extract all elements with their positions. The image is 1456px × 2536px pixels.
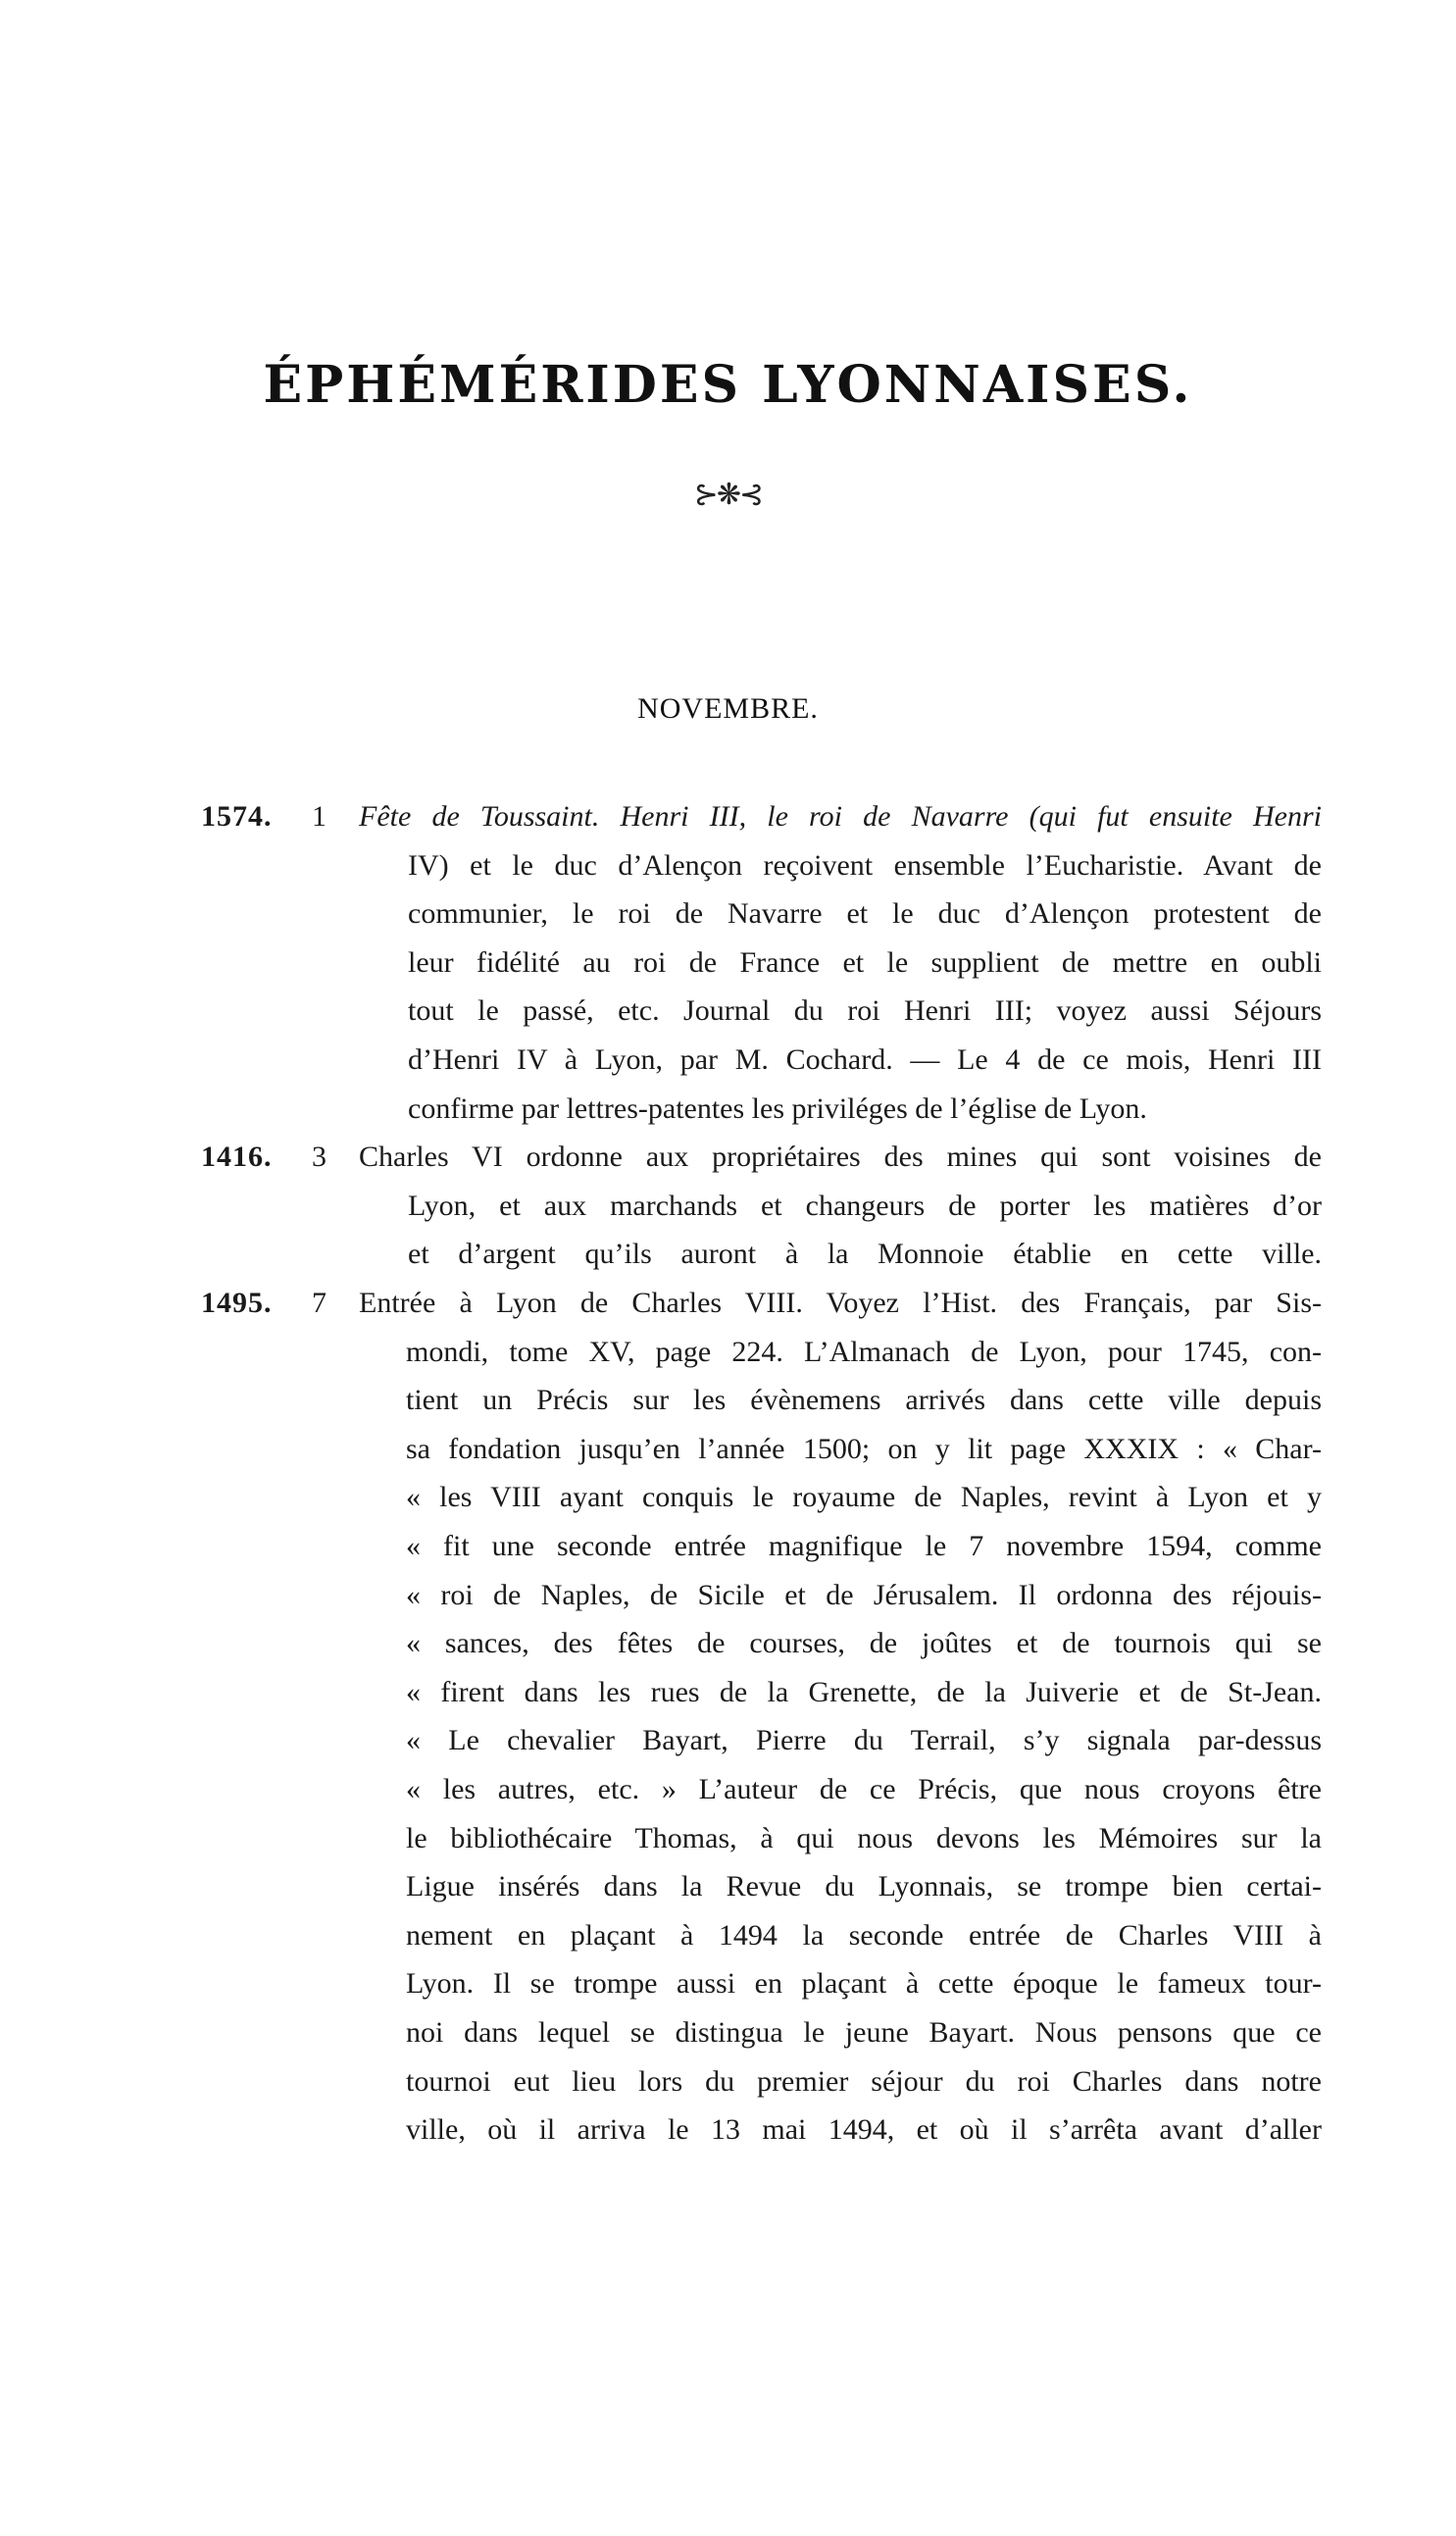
text-line: leur fidélité au roi de France et le supplient de mettre en oubli	[408, 945, 1322, 979]
text-line: confirme par lettres-patentes les priviléges de l’église de Lyon.	[408, 1091, 1147, 1125]
month-heading: NOVEMBRE.	[637, 692, 819, 725]
text-line: « fit une seconde entrée magnifique le 7 novembre 1594, comme	[406, 1529, 1322, 1562]
text-line: Charles VI ordonne aux propriétaires des mines qui sont voisines de	[359, 1141, 1322, 1173]
text-line: tient un Précis sur les évènemens arrivés dans cette ville depuis	[406, 1384, 1322, 1417]
entry-day: 1	[312, 800, 326, 833]
text-line: « Le chevalier Bayart, Pierre du Terrail, s’y signala par-dessus	[406, 1724, 1322, 1757]
text-line: d’Henri IV à Lyon, par M. Cochard. — Le 4 de ce mois, Henri III	[408, 1042, 1322, 1076]
text-line: tournoi eut lieu lors du premier séjour du roi Charles dans notre	[406, 2064, 1322, 2098]
text-line: Ligue insérés dans la Revue du Lyonnais, se trompe bien certai-	[406, 1870, 1322, 1903]
entry-year: 1574.	[201, 800, 273, 833]
text-line: Lyon. Il se trompe aussi en plaçant à cette époque le fameux tour-	[406, 1967, 1322, 2001]
entry-year: 1416.	[201, 1141, 273, 1173]
entry-year: 1495.	[201, 1287, 273, 1319]
text-line: « les autres, etc. » L’auteur de ce Précis, que nous croyons être	[406, 1772, 1322, 1805]
entry-day: 7	[312, 1287, 326, 1319]
text-line: « les VIII ayant conquis le royaume de Naples, revint à Lyon et y	[406, 1481, 1322, 1514]
text-line: ville, où il arriva le 13 mai 1494, et où il s’arrêta avant d’aller	[406, 2113, 1322, 2147]
text-line: communier, le roi de Navarre et le duc d’Alençon protestent de	[408, 897, 1322, 931]
text-line: Lyon, et aux marchands et changeurs de porter les matières d’or	[408, 1189, 1322, 1222]
text-line: le bibliothécaire Thomas, à qui nous devons les Mémoires sur la	[406, 1821, 1322, 1854]
text-line: « sances, des fêtes de courses, de joûtes et de tournois qui se	[406, 1627, 1322, 1660]
entry-text	[361, 1133, 1322, 1279]
text-line: sa fondation jusqu’en l’année 1500; on y lit page XXXIX : « Char-	[406, 1432, 1322, 1465]
page-title: ÉPHÉMÉRIDES LYONNAISES.	[263, 355, 1193, 415]
ornament-icon: ⊱❋⊰	[693, 479, 763, 511]
text-line: tout le passé, etc. Journal du roi Henri III; voyez aussi Séjours	[408, 994, 1322, 1028]
entry-text	[361, 1279, 1322, 2155]
entry-day: 3	[312, 1141, 326, 1173]
text-line: « firent dans les rues de la Grenette, de la Juiverie et de St-Jean.	[406, 1675, 1322, 1708]
text-line: Entrée à Lyon de Charles VIII. Voyez l’Hist. des Français, par Sis-	[359, 1287, 1322, 1319]
text-line: et d’argent qu’ils auront à la Monnoie établie en cette ville.	[408, 1238, 1322, 1271]
text-line: IV) et le duc d’Alençon reçoivent ensemble l’Eucharistie. Avant de	[408, 848, 1322, 882]
text-line: mondi, tome XV, page 224. L’Almanach de Lyon, pour 1745, con-	[406, 1335, 1322, 1368]
text-line-content: Fête de Toussaint. Henri III, le roi de Navarre (qui fut ensuite Henri	[359, 800, 1322, 833]
text-line: « roi de Naples, de Sicile et de Jérusalem. Il ordonna des réjouis-	[406, 1578, 1322, 1611]
text-line: noi dans lequel se distingua le jeune Bayart. Nous pensons que ce	[406, 2015, 1322, 2049]
text-line: nement en plaçant à 1494 la seconde entrée de Charles VIII à	[406, 1918, 1322, 1952]
entry-text	[361, 792, 1322, 1133]
text-line	[361, 792, 1322, 841]
